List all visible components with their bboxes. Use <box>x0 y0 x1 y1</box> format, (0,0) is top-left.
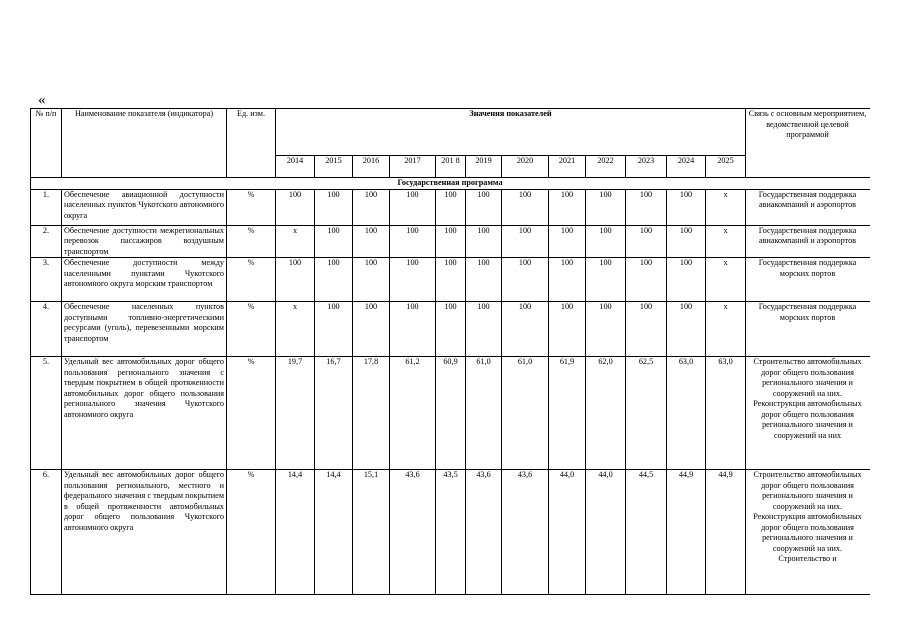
year-cell: 2016 <box>353 156 390 178</box>
value-cell: 100 <box>390 302 436 357</box>
value-cell: 63,0 <box>706 357 746 470</box>
value-cell: 44,0 <box>549 470 586 595</box>
value-cell: 14,4 <box>276 470 315 595</box>
value-cell: 44,9 <box>706 470 746 595</box>
value-cell: 100 <box>436 189 466 225</box>
row-unit: % <box>227 258 276 302</box>
header-name: Наименование показателя (индикатора) <box>62 109 227 178</box>
value-cell: х <box>706 189 746 225</box>
value-cell: 61,0 <box>502 357 549 470</box>
value-cell: х <box>706 258 746 302</box>
value-cell: 100 <box>436 302 466 357</box>
value-cell: 19,7 <box>276 357 315 470</box>
year-cell: 2020 <box>502 156 549 178</box>
value-cell: 100 <box>667 302 706 357</box>
value-cell: 100 <box>315 225 353 258</box>
value-cell: 100 <box>353 189 390 225</box>
year-cell: 201 8 <box>436 156 466 178</box>
value-cell: 100 <box>276 258 315 302</box>
row-num: 1. <box>31 189 62 225</box>
row-link: Государственная поддержка авиакомпаний и аэропортов <box>746 225 870 258</box>
header-values: Значения показателей <box>276 109 746 156</box>
value-cell: х <box>706 302 746 357</box>
value-cell: 100 <box>586 258 626 302</box>
value-cell: 100 <box>626 258 667 302</box>
value-cell: 100 <box>466 258 502 302</box>
value-cell: 61,9 <box>549 357 586 470</box>
value-cell: 62,0 <box>586 357 626 470</box>
value-cell: 43,6 <box>466 470 502 595</box>
value-cell: 100 <box>549 189 586 225</box>
year-cell: 2017 <box>390 156 436 178</box>
value-cell: 100 <box>586 225 626 258</box>
value-cell: 100 <box>667 258 706 302</box>
row-name: Обеспечение доступности межрегиональных перевозок пассажиров воздушным транспортом <box>62 225 227 258</box>
value-cell: 44,9 <box>667 470 706 595</box>
row-link: Государственная поддержка авиакомпаний и аэропортов <box>746 189 870 225</box>
row-unit: % <box>227 357 276 470</box>
value-cell: 100 <box>466 302 502 357</box>
table-row <box>31 357 870 470</box>
value-cell: 100 <box>466 189 502 225</box>
year-cell: 2024 <box>667 156 706 178</box>
row-num: 3. <box>31 258 62 302</box>
value-cell: 100 <box>315 258 353 302</box>
table-row <box>31 189 870 225</box>
year-cell: 2021 <box>549 156 586 178</box>
year-cell: 2014 <box>276 156 315 178</box>
value-cell: 100 <box>586 189 626 225</box>
year-cell: 2025 <box>706 156 746 178</box>
row-unit: % <box>227 225 276 258</box>
value-cell: 17,8 <box>353 357 390 470</box>
row-unit: % <box>227 470 276 595</box>
value-cell: 16,7 <box>315 357 353 470</box>
value-cell: х <box>276 302 315 357</box>
row-num: 4. <box>31 302 62 357</box>
quote-mark: « <box>38 92 46 108</box>
indicators-table <box>30 108 870 595</box>
value-cell: 60,9 <box>436 357 466 470</box>
row-name: Обеспечение доступности между населенными пунктами Чукотского автономного округа морским транспортом <box>62 258 227 302</box>
header-row <box>31 109 870 156</box>
value-cell: 100 <box>667 225 706 258</box>
year-cell: 2015 <box>315 156 353 178</box>
value-cell: 100 <box>353 258 390 302</box>
row-num: 5. <box>31 357 62 470</box>
value-cell: 100 <box>315 189 353 225</box>
value-cell: 43,6 <box>502 470 549 595</box>
value-cell: 100 <box>586 302 626 357</box>
value-cell: 100 <box>502 189 549 225</box>
value-cell: 100 <box>436 258 466 302</box>
year-cell: 2023 <box>626 156 667 178</box>
row-name: Удельный вес автомобильных дорог общего пользования регионального, местного и федерального значения с твердым покрытием в общей протяженности автомобильных дорог общего пользования Чукотского автономного округа <box>62 470 227 595</box>
table-row <box>31 470 870 595</box>
value-cell: х <box>706 225 746 258</box>
row-name: Удельный вес автомобильных дорог общего пользования регионального значения с твердым покрытием в общей протяженности автомобильных дорог общего пользования регионального значения Чукотского автономного округа <box>62 357 227 470</box>
value-cell: 100 <box>315 302 353 357</box>
value-cell: 100 <box>353 225 390 258</box>
value-cell: 14,4 <box>315 470 353 595</box>
value-cell: 43,5 <box>436 470 466 595</box>
value-cell: 100 <box>549 302 586 357</box>
row-unit: % <box>227 302 276 357</box>
value-cell: 100 <box>626 189 667 225</box>
header-num: № п/п <box>31 109 62 178</box>
table-row <box>31 302 870 357</box>
row-num: 2. <box>31 225 62 258</box>
value-cell: 100 <box>390 225 436 258</box>
value-cell: 62,5 <box>626 357 667 470</box>
value-cell: 100 <box>626 225 667 258</box>
table-row <box>31 225 870 258</box>
value-cell: 100 <box>436 225 466 258</box>
year-cell: 2022 <box>586 156 626 178</box>
value-cell: 100 <box>549 258 586 302</box>
value-cell: 100 <box>667 189 706 225</box>
section-title: Государственная программа <box>31 178 870 190</box>
value-cell: 100 <box>502 302 549 357</box>
value-cell: 63,0 <box>667 357 706 470</box>
table-row <box>31 258 870 302</box>
row-name: Обеспечение населенных пунктов доступными топливно-энергетическими ресурсами (уголь), перевезенными морским транспортом <box>62 302 227 357</box>
value-cell: 100 <box>626 302 667 357</box>
value-cell: 61,2 <box>390 357 436 470</box>
value-cell: 100 <box>390 258 436 302</box>
row-link: Строительство автомобильных дорог общего пользования регионального значения и сооружений на них. Реконструкция автомобильных дорог общего пользования регионального значения и сооружений на них <box>746 357 870 470</box>
value-cell: 100 <box>466 225 502 258</box>
row-name: Обеспечение авиационной доступности населенных пунктов Чукотского автономного округа <box>62 189 227 225</box>
header-unit: Ед. изм. <box>227 109 276 178</box>
value-cell: 100 <box>353 302 390 357</box>
value-cell: 100 <box>502 258 549 302</box>
value-cell: 100 <box>276 189 315 225</box>
row-link: Строительство автомобильных дорог общего пользования регионального значения и сооружений на них. Реконструкция автомобильных дорог общего пользования регионального значения и сооружений на них. Строительство и <box>746 470 870 595</box>
value-cell: 15,1 <box>353 470 390 595</box>
value-cell: 61,0 <box>466 357 502 470</box>
value-cell: 44,0 <box>586 470 626 595</box>
header-link: Связь с основным мероприятием, ведомственной целевой программой <box>746 109 870 178</box>
value-cell: 100 <box>549 225 586 258</box>
row-unit: % <box>227 189 276 225</box>
value-cell: 100 <box>502 225 549 258</box>
row-num: 6. <box>31 470 62 595</box>
value-cell: х <box>276 225 315 258</box>
value-cell: 100 <box>390 189 436 225</box>
section-row <box>31 178 870 190</box>
value-cell: 43,6 <box>390 470 436 595</box>
row-link: Государственная поддержка морских портов <box>746 302 870 357</box>
year-cell: 2019 <box>466 156 502 178</box>
row-link: Государственная поддержка морских портов <box>746 258 870 302</box>
value-cell: 44,5 <box>626 470 667 595</box>
